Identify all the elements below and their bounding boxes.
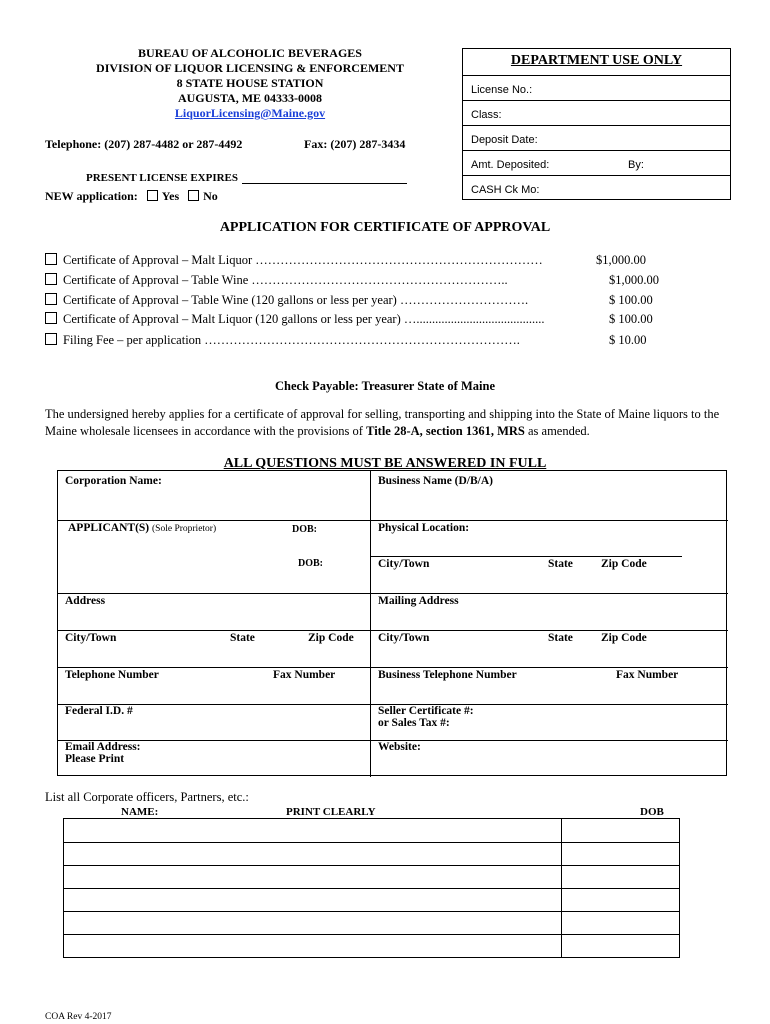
class-field[interactable] <box>463 101 730 126</box>
row-divider <box>58 667 728 668</box>
amt-deposited-field[interactable] <box>463 151 730 176</box>
no-checkbox[interactable] <box>188 190 199 201</box>
physical-location-field[interactable]: Physical Location: <box>378 522 470 534</box>
table-row[interactable] <box>64 842 679 843</box>
by-label: By: <box>628 159 644 171</box>
division-name: DIVISION OF LIQUOR LICENSING & ENFORCEMENT <box>96 61 404 75</box>
telephone-number-field[interactable]: Telephone Number <box>65 669 159 681</box>
federal-id-field[interactable]: Federal I.D. # <box>65 705 133 717</box>
mailing-zip-code-field[interactable]: Zip Code <box>601 632 647 644</box>
dob-column-header: DOB <box>640 806 664 818</box>
new-application-label: NEW application: <box>45 189 138 203</box>
option-table-wine-small[interactable] <box>45 293 528 308</box>
option-label: Certificate of Approval – Table Wine …………………………………………………….. <box>63 273 508 287</box>
sales-tax-label: or Sales Tax #: <box>378 717 450 729</box>
officers-intro: List all Corporate officers, Partners, etc.: <box>45 790 249 804</box>
seller-certificate-label: Seller Certificate #: <box>378 705 474 717</box>
row-divider <box>370 556 682 557</box>
dob-field[interactable]: DOB: <box>292 524 317 535</box>
mailing-state-field[interactable]: State <box>548 632 573 644</box>
applicant-form-grid <box>57 470 727 776</box>
option-price: $ 100.00 <box>609 293 653 307</box>
no-label: No <box>203 189 218 203</box>
license-expires-label: PRESENT LICENSE EXPIRES <box>86 172 239 184</box>
sole-proprietor-label: (Sole Proprietor) <box>152 524 217 534</box>
yes-checkbox[interactable] <box>147 190 158 201</box>
application-title: APPLICATION FOR CERTIFICATE OF APPROVAL <box>219 220 551 235</box>
checkbox[interactable] <box>45 253 57 265</box>
option-price: $ 100.00 <box>609 312 653 326</box>
declaration-paragraph <box>45 406 735 439</box>
option-label: Certificate of Approval – Table Wine (120 gallons or less per year) …………………………. <box>63 293 529 307</box>
yes-label: Yes <box>161 189 180 203</box>
checkbox[interactable] <box>45 333 57 345</box>
applicants-label: APPLICANT(S) <box>68 522 150 534</box>
paragraph-text: The undersigned hereby applies for a certificate of approval for selling, transporting and shipping into the State of Maine liquors to the Maine wholesale licensees in accordance with the provisions of <box>45 407 720 438</box>
officers-table[interactable] <box>63 818 680 958</box>
business-fax-field[interactable]: Fax Number <box>616 669 679 681</box>
row-divider <box>58 520 728 521</box>
bureau-name: BUREAU OF ALCOHOLIC BEVERAGES <box>138 46 362 60</box>
applicants-field[interactable] <box>68 522 216 534</box>
print-clearly-label: PRINT CLEARLY <box>286 806 376 818</box>
deposit-date-field[interactable] <box>463 126 730 151</box>
column-divider <box>370 471 371 777</box>
row-divider <box>58 630 728 631</box>
option-price: $1,000.00 <box>596 253 646 267</box>
paragraph-statute: Title 28-A, section 1361, MRS <box>366 423 525 438</box>
option-label: Certificate of Approval – Malt Liquor …………………………………………………………… <box>63 253 543 267</box>
seller-certificate-field[interactable] <box>378 705 474 729</box>
paragraph-end: as amended. <box>524 423 590 438</box>
please-print-label: Please Print <box>65 753 125 765</box>
email-label: Email Address: <box>65 741 141 753</box>
business-name-field[interactable]: Business Name (D/B/A) <box>378 475 494 487</box>
option-malt-liquor[interactable] <box>45 253 543 268</box>
email-link[interactable]: LiquorLicensing@Maine.gov <box>174 106 326 120</box>
option-filing-fee[interactable] <box>45 333 520 348</box>
city-town-field[interactable]: City/Town <box>65 632 117 644</box>
option-label: Filing Fee – per application …………………………………………………………………. <box>63 333 520 347</box>
cash-field[interactable] <box>463 176 730 201</box>
checkbox[interactable] <box>45 293 57 305</box>
fax-number-field[interactable]: Fax Number <box>273 669 336 681</box>
new-application-row <box>45 189 218 204</box>
department-use-title: DEPARTMENT USE ONLY <box>463 49 730 76</box>
table-row[interactable] <box>64 888 679 889</box>
cash-label: CASH Ck Mo: <box>471 184 540 196</box>
license-expires-input[interactable] <box>242 173 407 184</box>
station-address: 8 STATE HOUSE STATION <box>176 76 324 90</box>
dob-field[interactable]: DOB: <box>298 558 323 569</box>
all-questions-heading: ALL QUESTIONS MUST BE ANSWERED IN FULL <box>223 456 547 471</box>
agency-header <box>40 46 460 121</box>
checkbox[interactable] <box>45 312 57 324</box>
option-price: $1,000.00 <box>609 273 659 287</box>
mailing-address-field[interactable]: Mailing Address <box>378 595 459 607</box>
address-field[interactable]: Address <box>65 595 106 607</box>
class-label: Class: <box>471 109 502 121</box>
table-row[interactable] <box>64 934 679 935</box>
mailing-city-town-field[interactable]: City/Town <box>378 632 430 644</box>
website-field[interactable]: Website: <box>378 741 421 753</box>
deposit-date-label: Deposit Date: <box>471 134 538 146</box>
option-malt-liquor-small[interactable] <box>45 312 545 327</box>
zip-code-field[interactable]: Zip Code <box>601 558 647 570</box>
revision-footer: COA Rev 4-2017 <box>45 1012 112 1022</box>
city-address: AUGUSTA, ME 04333-0008 <box>177 91 323 105</box>
name-column-header: NAME: <box>121 806 159 818</box>
option-price: $ 10.00 <box>609 333 647 347</box>
telephone-line: Telephone: (207) 287-4482 or 287-4492 <box>45 137 243 151</box>
department-use-box <box>462 48 731 200</box>
email-address-field[interactable] <box>65 741 141 765</box>
license-no-label: License No.: <box>471 84 533 96</box>
checkbox[interactable] <box>45 273 57 285</box>
fax-line: Fax: (207) 287-3434 <box>304 137 406 151</box>
license-expires-field <box>86 172 407 184</box>
row-divider <box>58 593 728 594</box>
state-field[interactable]: State <box>230 632 255 644</box>
amt-deposited-label: Amt. Deposited: <box>471 159 550 171</box>
corporation-name-field[interactable]: Corporation Name: <box>65 475 162 487</box>
check-payable: Check Payable: Treasurer State of Maine <box>275 379 495 393</box>
city-town-field[interactable]: City/Town <box>378 558 430 570</box>
table-row[interactable] <box>64 865 679 866</box>
option-table-wine[interactable] <box>45 273 508 288</box>
business-telephone-field[interactable]: Business Telephone Number <box>378 669 517 681</box>
state-field[interactable]: State <box>548 558 573 570</box>
license-no-field[interactable] <box>463 76 730 101</box>
zip-code-field[interactable]: Zip Code <box>308 632 354 644</box>
option-label: Certificate of Approval – Malt Liquor (120 gallons or less per year) …......................................... <box>63 312 545 326</box>
table-row[interactable] <box>64 911 679 912</box>
